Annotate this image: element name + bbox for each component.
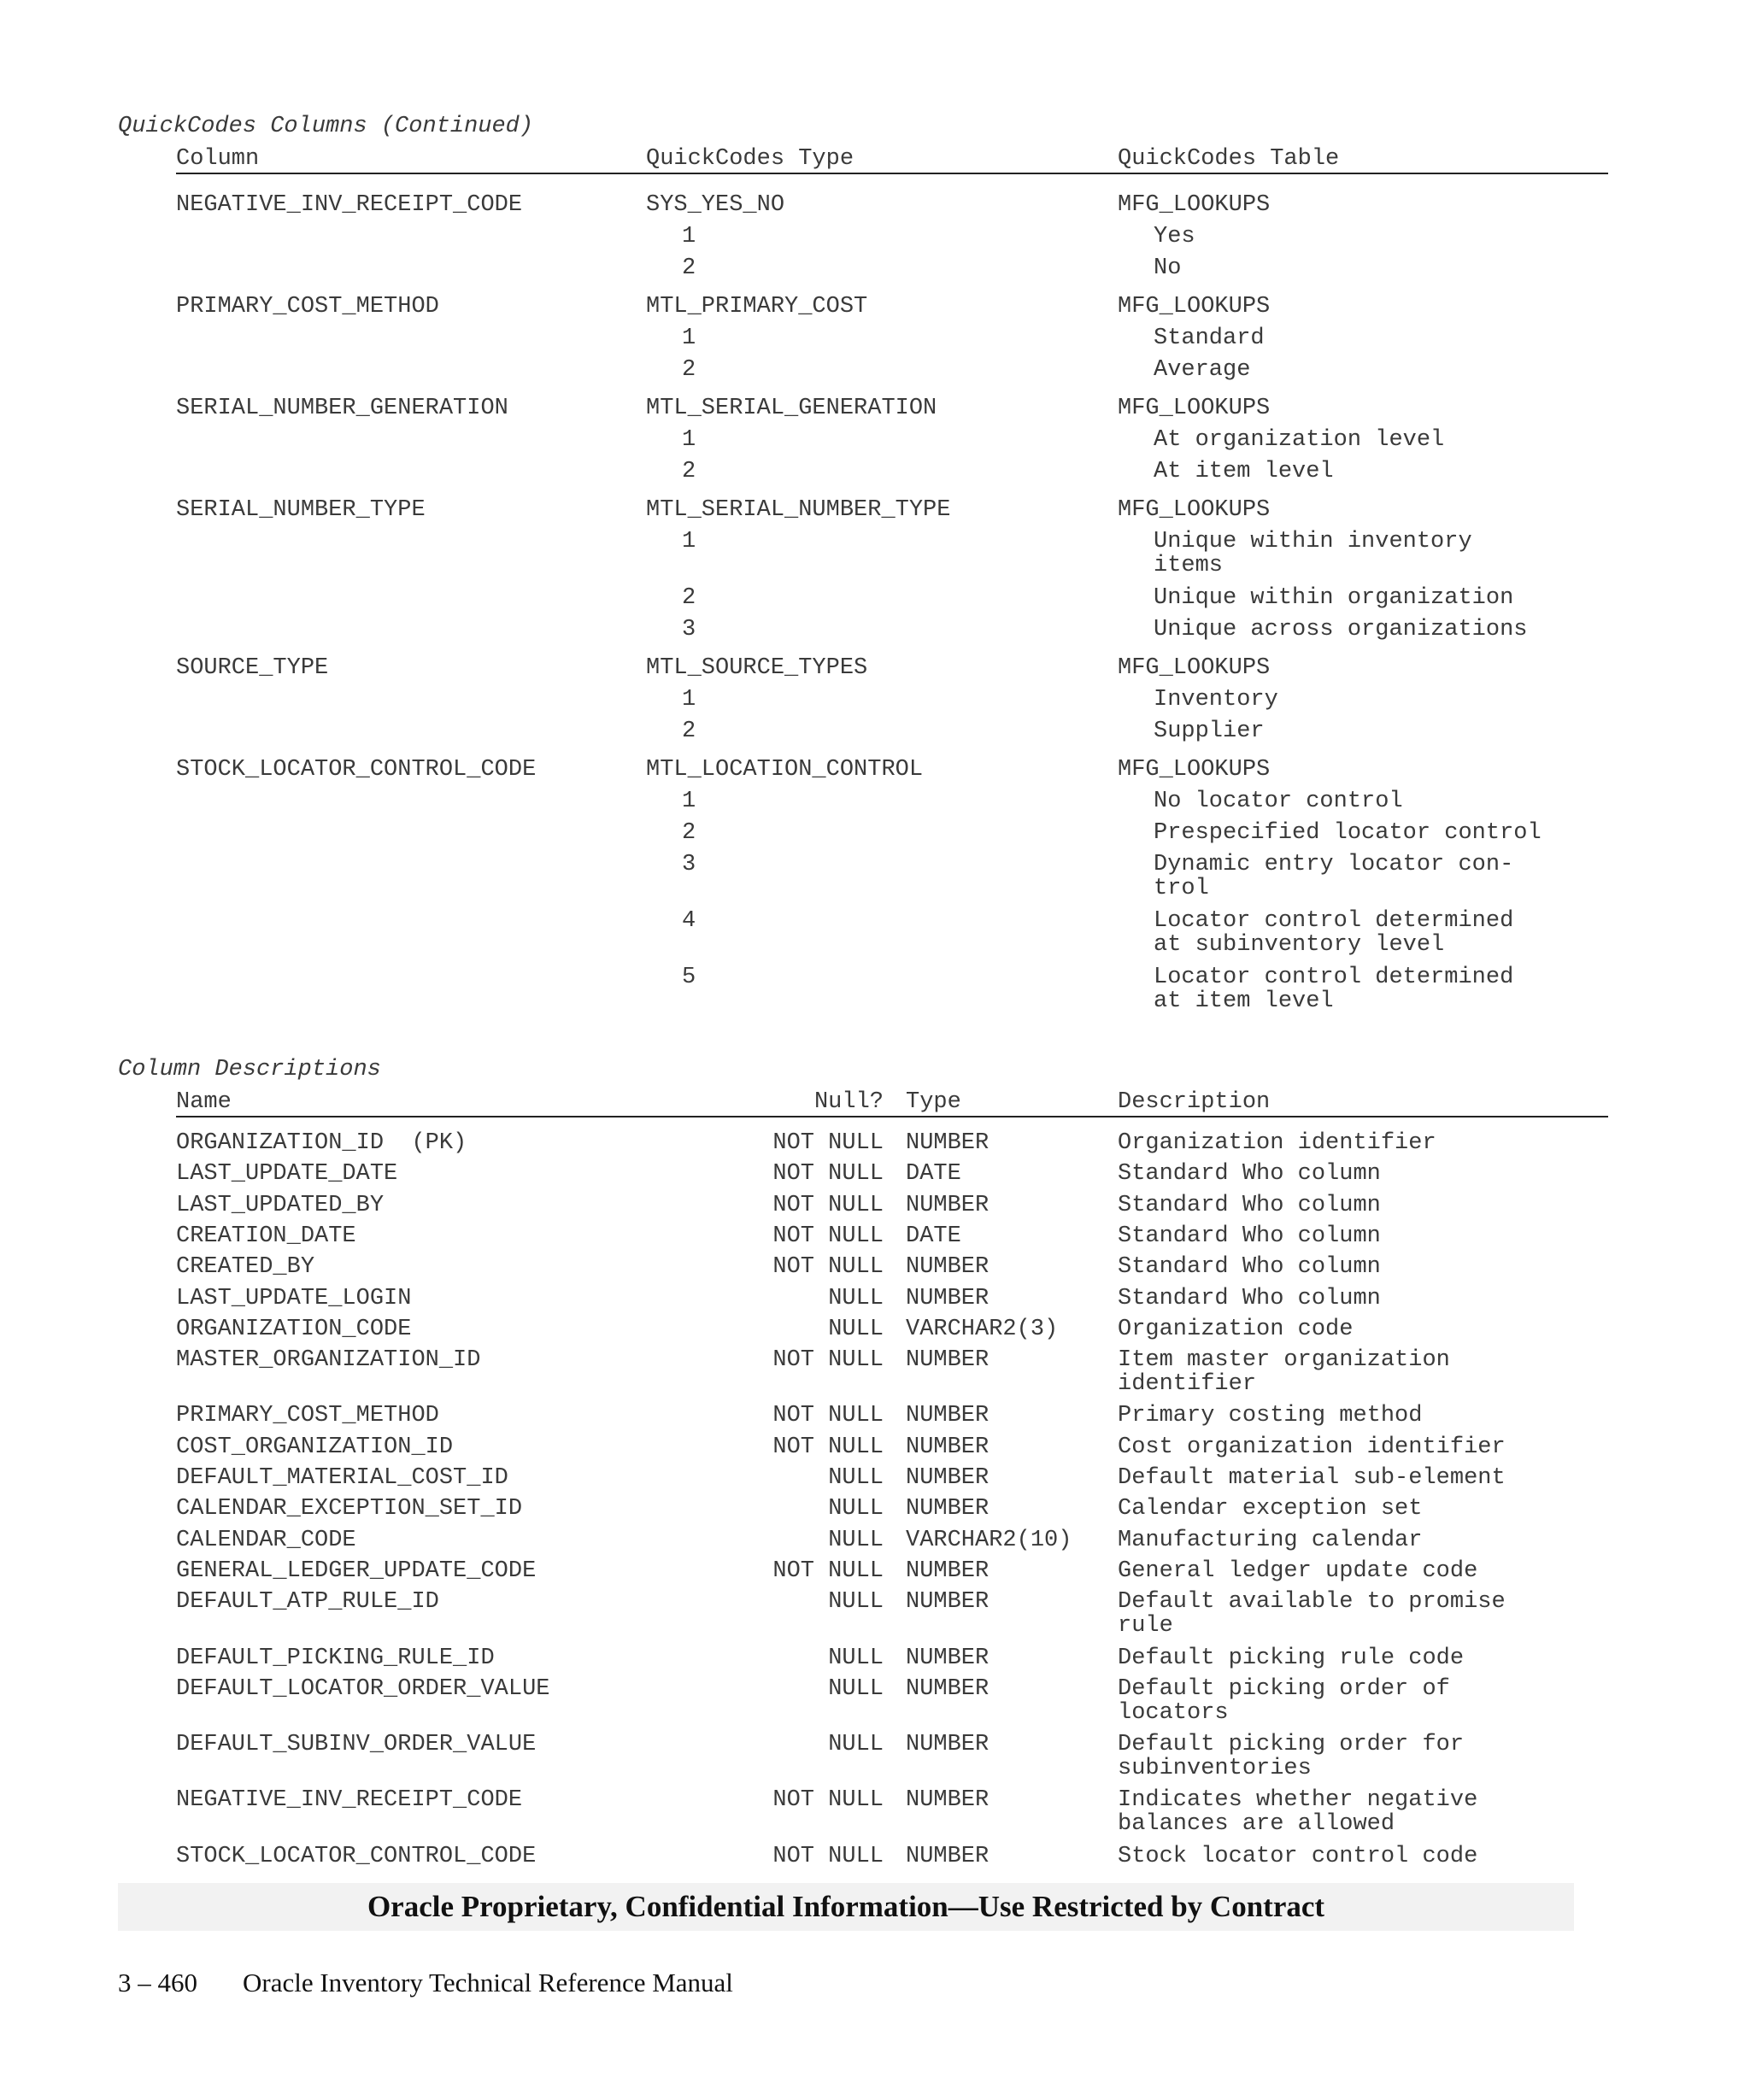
quickcodes-column-name: SERIAL_NUMBER_GENERATION <box>176 396 508 421</box>
description-row-text: balances are allowed <box>1118 1811 1395 1838</box>
quickcodes-table-name: MFG_LOOKUPS <box>1118 497 1271 523</box>
description-row-name: DEFAULT_MATERIAL_COST_ID <box>176 1465 508 1491</box>
quickcodes-header-type: QuickCodes Type <box>646 146 854 172</box>
quickcodes-value-code: 5 <box>682 965 696 990</box>
quickcodes-value-meaning: Inventory <box>1154 687 1278 713</box>
descriptions-header-description: Description <box>1118 1089 1271 1115</box>
quickcodes-type: MTL_PRIMARY_COST <box>646 294 868 320</box>
description-row-name: LAST_UPDATE_DATE <box>176 1161 398 1188</box>
quickcodes-type: MTL_SERIAL_GENERATION <box>646 396 937 421</box>
description-row-type: NUMBER <box>906 1192 990 1218</box>
quickcodes-table-name: MFG_LOOKUPS <box>1118 294 1271 320</box>
description-row-name: LAST_UPDATE_LOGIN <box>176 1285 412 1311</box>
page-number: 3 – 460 <box>118 1968 197 1997</box>
quickcodes-value-code: 1 <box>682 529 696 554</box>
description-row-null: NOT NULL <box>772 1843 884 1869</box>
quickcodes-value-code: 2 <box>682 255 696 281</box>
quickcodes-value-code: 3 <box>682 617 696 642</box>
description-row-text: Manufacturing calendar <box>1118 1527 1423 1553</box>
quickcodes-value-meaning: Dynamic entry locator con- <box>1154 852 1514 877</box>
description-row-null: NULL <box>828 1645 884 1671</box>
descriptions-header-null: Null? <box>813 1089 884 1115</box>
footer-banner: Oracle Proprietary, Confidential Information––Use Restricted by Contract <box>367 1890 1325 1923</box>
descriptions-section-title: Column Descriptions <box>118 1057 381 1082</box>
description-row-type: VARCHAR2(3) <box>906 1316 1059 1342</box>
description-row-type: NUMBER <box>906 1675 990 1702</box>
description-row-text: General ledger update code <box>1118 1557 1478 1584</box>
quickcodes-type: MTL_SERIAL_NUMBER_TYPE <box>646 497 951 523</box>
description-row-name: MASTER_ORGANIZATION_ID <box>176 1347 481 1374</box>
description-row-name: NEGATIVE_INV_RECEIPT_CODE <box>176 1787 523 1814</box>
quickcodes-value-meaning: at subinventory level <box>1154 932 1445 958</box>
description-row-text: Default picking order of <box>1118 1675 1450 1702</box>
description-row-name: CALENDAR_EXCEPTION_SET_ID <box>176 1496 523 1522</box>
quickcodes-type: MTL_LOCATION_CONTROL <box>646 757 924 783</box>
description-row-null: NOT NULL <box>772 1434 884 1460</box>
quickcodes-value-meaning: At item level <box>1154 459 1334 484</box>
quickcodes-value-code: 2 <box>682 719 696 744</box>
quickcodes-table-name: MFG_LOOKUPS <box>1118 655 1271 681</box>
description-row-type: NUMBER <box>906 1645 990 1671</box>
description-row-text: Default picking order for <box>1118 1732 1465 1758</box>
quickcodes-value-meaning: At organization level <box>1154 427 1445 453</box>
description-row-text: Standard Who column <box>1118 1161 1381 1188</box>
quickcodes-value-meaning: Locator control determined <box>1154 965 1514 990</box>
description-row-text: Standard Who column <box>1118 1254 1381 1281</box>
quickcodes-value-code: 1 <box>682 687 696 713</box>
description-row-null: NULL <box>828 1496 884 1522</box>
quickcodes-type: MTL_SOURCE_TYPES <box>646 655 868 681</box>
quickcodes-value-meaning: Average <box>1154 357 1251 383</box>
description-row-type: NUMBER <box>906 1434 990 1460</box>
description-row-name: DEFAULT_LOCATOR_ORDER_VALUE <box>176 1675 550 1702</box>
description-row-null: NULL <box>828 1285 884 1311</box>
quickcodes-type: SYS_YES_NO <box>646 192 785 218</box>
description-row-type: NUMBER <box>906 1285 990 1311</box>
description-row-null: NOT NULL <box>772 1254 884 1281</box>
description-row-name: STOCK_LOCATOR_CONTROL_CODE <box>176 1843 537 1869</box>
description-row-text: Standard Who column <box>1118 1223 1381 1249</box>
description-row-name: PRIMARY_COST_METHOD <box>176 1403 439 1429</box>
description-row-null: NULL <box>828 1732 884 1758</box>
description-row-name: CREATION_DATE <box>176 1223 356 1249</box>
quickcodes-value-code: 3 <box>682 852 696 877</box>
description-row-null: NOT NULL <box>772 1403 884 1429</box>
quickcodes-column-name: NEGATIVE_INV_RECEIPT_CODE <box>176 192 523 218</box>
description-row-type: NUMBER <box>906 1732 990 1758</box>
description-row-type: VARCHAR2(10) <box>906 1527 1072 1553</box>
quickcodes-value-code: 2 <box>682 357 696 383</box>
description-row-null: NULL <box>828 1675 884 1702</box>
description-row-text: subinventories <box>1118 1756 1312 1782</box>
quickcodes-table-name: MFG_LOOKUPS <box>1118 192 1271 218</box>
description-row-text: Organization identifier <box>1118 1130 1436 1156</box>
description-row-type: NUMBER <box>906 1589 990 1616</box>
description-row-text: Organization code <box>1118 1316 1354 1342</box>
description-row-type: NUMBER <box>906 1787 990 1814</box>
quickcodes-value-meaning: Standard <box>1154 326 1265 351</box>
quickcodes-column-name: SERIAL_NUMBER_TYPE <box>176 497 426 523</box>
quickcodes-value-meaning: trol <box>1154 876 1209 901</box>
quickcodes-value-code: 1 <box>682 326 696 351</box>
description-row-null: NULL <box>828 1316 884 1342</box>
description-row-name: LAST_UPDATED_BY <box>176 1192 385 1218</box>
quickcodes-column-name: PRIMARY_COST_METHOD <box>176 294 439 320</box>
description-row-name: ORGANIZATION_ID (PK) <box>176 1130 467 1156</box>
descriptions-header-type: Type <box>906 1089 961 1115</box>
description-row-text: rule <box>1118 1613 1173 1640</box>
description-row-type: NUMBER <box>906 1557 990 1584</box>
descriptions-header-rule <box>176 1116 1608 1117</box>
quickcodes-value-code: 2 <box>682 585 696 611</box>
description-row-type: NUMBER <box>906 1465 990 1491</box>
description-row-name: CREATED_BY <box>176 1254 315 1281</box>
manual-title: Oracle Inventory Technical Reference Manual <box>243 1968 733 1997</box>
description-row-name: COST_ORGANIZATION_ID <box>176 1434 454 1460</box>
description-row-text: identifier <box>1118 1371 1257 1398</box>
quickcodes-value-code: 4 <box>682 908 696 934</box>
quickcodes-value-meaning: Unique within inventory <box>1154 529 1472 554</box>
quickcodes-value-meaning: No <box>1154 255 1182 281</box>
description-row-null: NOT NULL <box>772 1557 884 1584</box>
quickcodes-column-name: STOCK_LOCATOR_CONTROL_CODE <box>176 757 537 783</box>
quickcodes-value-meaning: Supplier <box>1154 719 1265 744</box>
description-row-text: Stock locator control code <box>1118 1843 1478 1869</box>
quickcodes-value-code: 1 <box>682 789 696 814</box>
description-row-type: NUMBER <box>906 1496 990 1522</box>
quickcodes-value-meaning: items <box>1154 553 1224 578</box>
quickcodes-value-meaning: Unique within organization <box>1154 585 1514 611</box>
description-row-null: NOT NULL <box>772 1130 884 1156</box>
description-row-name: DEFAULT_ATP_RULE_ID <box>176 1589 439 1616</box>
quickcodes-header-table: QuickCodes Table <box>1118 146 1340 172</box>
quickcodes-header-column: Column <box>176 146 260 172</box>
description-row-type: NUMBER <box>906 1130 990 1156</box>
description-row-text: Cost organization identifier <box>1118 1434 1506 1460</box>
quickcodes-table-name: MFG_LOOKUPS <box>1118 757 1271 783</box>
description-row-text: Standard Who column <box>1118 1192 1381 1218</box>
quickcodes-value-code: 2 <box>682 820 696 846</box>
description-row-null: NOT NULL <box>772 1161 884 1188</box>
quickcodes-value-meaning: at item level <box>1154 988 1334 1014</box>
quickcodes-value-meaning: Yes <box>1154 224 1195 249</box>
quickcodes-table-name: MFG_LOOKUPS <box>1118 396 1271 421</box>
description-row-null: NOT NULL <box>772 1192 884 1218</box>
description-row-null: NOT NULL <box>772 1787 884 1814</box>
description-row-text: Calendar exception set <box>1118 1496 1423 1522</box>
description-row-name: GENERAL_LEDGER_UPDATE_CODE <box>176 1557 537 1584</box>
description-row-name: DEFAULT_SUBINV_ORDER_VALUE <box>176 1732 537 1758</box>
description-row-name: CALENDAR_CODE <box>176 1527 356 1553</box>
description-row-type: NUMBER <box>906 1403 990 1429</box>
quickcodes-section-title: QuickCodes Columns (Continued) <box>118 114 534 139</box>
description-row-null: NOT NULL <box>772 1223 884 1249</box>
quickcodes-value-meaning: Prespecified locator control <box>1154 820 1542 846</box>
quickcodes-value-meaning: Unique across organizations <box>1154 617 1528 642</box>
quickcodes-value-code: 2 <box>682 459 696 484</box>
description-row-null: NULL <box>828 1465 884 1491</box>
quickcodes-value-code: 1 <box>682 427 696 453</box>
description-row-text: Indicates whether negative <box>1118 1787 1478 1814</box>
description-row-name: DEFAULT_PICKING_RULE_ID <box>176 1645 495 1671</box>
description-row-null: NOT NULL <box>772 1347 884 1374</box>
quickcodes-value-code: 1 <box>682 224 696 249</box>
description-row-text: locators <box>1118 1699 1229 1726</box>
description-row-text: Item master organization <box>1118 1347 1450 1374</box>
quickcodes-value-meaning: No locator control <box>1154 789 1403 814</box>
description-row-type: DATE <box>906 1161 961 1188</box>
description-row-text: Default picking rule code <box>1118 1645 1465 1671</box>
description-row-type: NUMBER <box>906 1347 990 1374</box>
description-row-text: Default available to promise <box>1118 1589 1506 1616</box>
description-row-text: Standard Who column <box>1118 1285 1381 1311</box>
descriptions-header-name: Name <box>176 1089 232 1115</box>
description-row-text: Default material sub-element <box>1118 1465 1506 1491</box>
quickcodes-column-name: SOURCE_TYPE <box>176 655 329 681</box>
quickcodes-value-meaning: Locator control determined <box>1154 908 1514 934</box>
description-row-text: Primary costing method <box>1118 1403 1423 1429</box>
description-row-name: ORGANIZATION_CODE <box>176 1316 412 1342</box>
description-row-type: NUMBER <box>906 1843 990 1869</box>
description-row-null: NULL <box>828 1527 884 1553</box>
quickcodes-header-rule <box>176 173 1608 174</box>
description-row-type: DATE <box>906 1223 961 1249</box>
description-row-type: NUMBER <box>906 1254 990 1281</box>
description-row-null: NULL <box>828 1589 884 1616</box>
